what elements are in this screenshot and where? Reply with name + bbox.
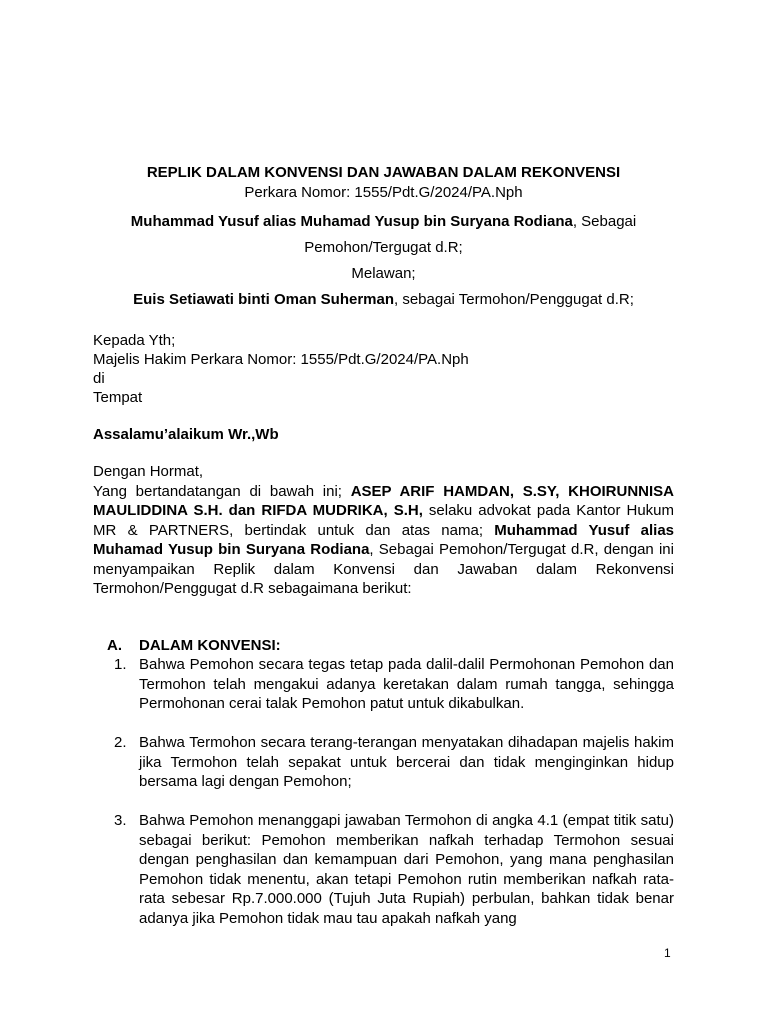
argument-list <box>93 655 674 928</box>
list-item <box>93 655 674 714</box>
list-item-number: 2. <box>114 734 127 751</box>
list-item-text: Bahwa Pemohon menanggapi jawaban Termohon di angka 4.1 (empat titik satu) sebagai berikut: Pemohon memberikan nafkah terhadap Termohon sesuai dengan penghasilan dan kemampuan dari Pemohon, yang mana penghasilan Pemohon tidak menentu, akan tetapi Pemohon rutin memberikan nafkah rata-rata sebesar Rp.7.000.000 (Tujuh Juta Rupiah) perbulan, bahkan tidak benar adanya jika Pemohon tidak mau tau apakah nafkah yang <box>139 812 674 927</box>
section-letter: A. <box>107 636 122 654</box>
petitioner-name: Muhammad Yusuf alias Muhamad Yusup bin Suryana Rodiana <box>130 213 573 230</box>
section-title: DALAM KONVENSI: <box>139 636 281 654</box>
petitioner-line <box>93 209 674 235</box>
list-item-text: Bahwa Termohon secara terang-terangan menyatakan dihadapan majelis hakim jika Termohon telah sepakat untuk bercerai dan tidak menginginkan hidup bersama lagi dengan Pemohon; <box>139 734 674 790</box>
addressee-line-1: Kepada Yth; <box>93 332 176 349</box>
advocate-names: ASEP ARIF HAMDAN, S.SY, KHOIRUNNISA MAULIDDINA S.H. dan RIFDA MUDRIKA, S.H, <box>93 482 674 519</box>
addressee-line-3: di <box>93 370 105 387</box>
versus-label: Melawan; <box>351 265 416 282</box>
petitioner-role-continued: Pemohon/Tergugat d.R; <box>304 239 463 256</box>
list-item-number: 3. <box>114 812 127 829</box>
list-item <box>93 811 674 928</box>
opening-text-1: Yang bertandatangan di bawah ini; <box>93 482 351 500</box>
page-number: 1 <box>664 946 671 960</box>
opening-paragraph <box>93 482 674 599</box>
greeting: Assalamu’alaikum Wr.,Wb <box>93 426 279 443</box>
case-number: Perkara Nomor: 1555/Pdt.G/2024/PA.Nph <box>244 184 523 201</box>
section-heading <box>93 636 674 656</box>
addressee-line-4: Tempat <box>93 389 143 406</box>
respondent-role: , sebagai Termohon/Penggugat d.R; <box>394 291 634 308</box>
document-body <box>93 163 674 948</box>
document-header <box>93 163 674 313</box>
opening-text-3: , Sebagai Pemohon/Tergugat d.R, dengan ini menyampaikan Replik dalam Konvensi dan Jawaban dalam Rekonvensi Termohon/Penggugat d.R sebagaimana berikut: <box>93 541 674 597</box>
list-item-number: 1. <box>114 656 127 673</box>
document-title: REPLIK DALAM KONVENSI DAN JAWABAN DALAM REKONVENSI <box>146 164 621 181</box>
opening-text-2: selaku advokat pada Kantor Hukum MR & PARTNERS, bertindak untuk dan atas nama; <box>93 502 675 539</box>
client-name: Muhammad Yusuf alias Muhamad Yusup bin Suryana Rodiana <box>93 521 674 558</box>
opening-block <box>93 462 674 599</box>
parties-block <box>93 209 674 313</box>
addressee-block <box>93 331 674 407</box>
addressee-line-2: Majelis Hakim Perkara Nomor: 1555/Pdt.G/2024/PA.Nph <box>93 351 469 368</box>
respondent-line <box>93 287 674 313</box>
list-item <box>93 733 674 792</box>
salutation: Dengan Hormat, <box>93 463 204 480</box>
list-item-text: Bahwa Pemohon secara tegas tetap pada dalil-dalil Permohonan Pemohon dan Termohon telah mengakui adanya keretakan dalam rumah tangga, sehingga Permohonan cerai talak Pemohon patut untuk dikabulkan. <box>139 656 674 712</box>
section-dalam-konvensi <box>93 636 674 929</box>
respondent-name: Euis Setiawati binti Oman Suherman <box>133 291 394 308</box>
petitioner-role: , Sebagai <box>572 213 637 230</box>
